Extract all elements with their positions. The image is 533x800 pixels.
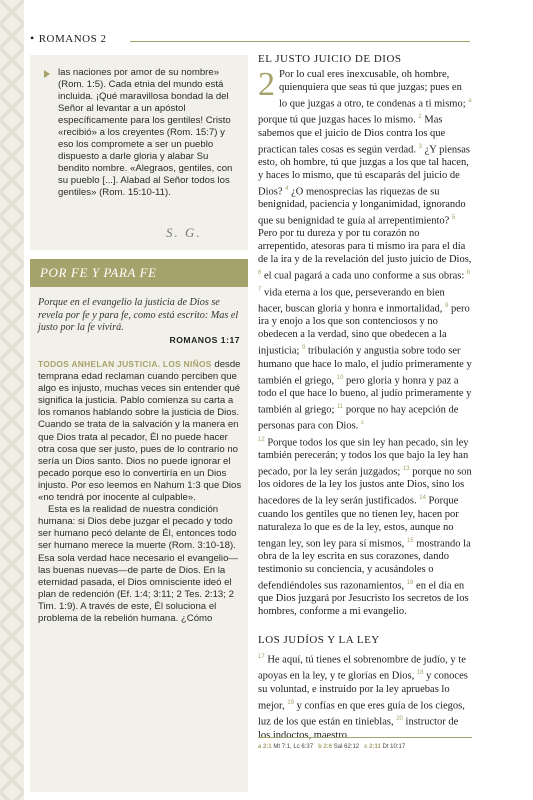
- scripture-text-1: [258, 66, 472, 619]
- verse-14: Porque cuando los gentiles que no tienen ley, hacen por naturaleza lo que es de la ley, estos, aunque no tengan ley, son ley para sí mismos,: [258, 495, 459, 549]
- verse-1b: porque tú que juzgas haces lo mismo.: [258, 114, 416, 126]
- verse-20: instructor de los indoctos, maestro: [258, 716, 459, 741]
- verse-4: ¿O menosprecias las riquezas de su benignidad, paciencia y longanimidad, ignorando que su benignidad te guía al arrepentimiento?: [258, 186, 466, 227]
- author-initials: S. G.: [166, 225, 202, 240]
- verse-8: pero ira y enojo a los que son contenciosos y no obedecen a la verdad, sino que obedecen a la injusticia;: [258, 303, 470, 357]
- verse-number-3: 3: [418, 143, 422, 150]
- verse-19: y confías en que eres guía de los ciegos, luz de los que están en tinieblas,: [258, 700, 465, 728]
- callout-reference: ROMANOS 1:17: [169, 335, 240, 345]
- footnote-mark-b: b: [466, 270, 471, 277]
- verse-number-17: 17: [258, 654, 265, 660]
- verse-9: tribulación y angustia sobre todo ser humano que hace lo malo, el judío primeramente y también el griego,: [258, 345, 472, 387]
- footnote-b-ref: Sal 62:12: [333, 744, 360, 750]
- decorative-side-pattern: [0, 0, 24, 800]
- verse-number-15: 15: [406, 537, 414, 544]
- verse-10: pero gloria y honra y paz a todo el que hace lo bueno, al judío primeramente y también al griego;: [258, 375, 472, 416]
- running-header: [30, 31, 470, 46]
- footnote-rule: [258, 737, 472, 738]
- verse-number-20: 20: [396, 716, 403, 723]
- footnote-c-key: c 2:11: [364, 744, 381, 750]
- verse-7: vida eterna a los que, perseverando en bien hacer, buscan gloria y honra e inmortalidad,: [258, 287, 445, 315]
- verse-16: en el día en que Dios juzgará por Jesucristo los secretos de los hombres, conforme a mi evangelio.: [258, 580, 469, 618]
- verse-number-8: 8: [445, 303, 449, 309]
- chapter-number: 2: [258, 66, 275, 103]
- verse-number-4: 4: [285, 185, 289, 192]
- callout-body: [38, 358, 244, 625]
- continuation-triangle-icon: [44, 70, 50, 78]
- verse-3: ¿Y piensas esto, oh hombre, tú que juzgas a los que tal hacen, y haces lo mismo, que tú escaparás del juicio de Dios?: [258, 144, 471, 198]
- callout-title-bar: [30, 259, 248, 287]
- verse-15: mostrando la obra de la ley escrita en sus corazones, dando testimonio su conciencia, y acusándoles o defendiéndoles sus razonamientos,: [258, 538, 471, 592]
- verse-13: porque no son los oidores de la ley los justos ante Dios, sino los hacedores de la ley serán justificados.: [258, 466, 472, 507]
- footnote-c-ref: Dt 10:17: [382, 744, 406, 750]
- verse-number-16: 16: [406, 579, 414, 586]
- callout-lead: TODOS ANHELAN JUSTICIA. LOS NIÑOS: [38, 359, 212, 369]
- verse-number-2: 2: [418, 114, 422, 121]
- commentary-text: las naciones por amor de su nombre» (Rom. 1:5). Cada etnia del mundo está incluida. ¡Qué maravillosa bondad la del Señor al levantar a un apóstol específicamente para los gentiles! Cristo «recibió» a los creyentes (Rom. 15:7) y eso los compromete a ser un pueblo dispuesto a darle gloria y alabar Su bendito nombre. «Alegraos, gentiles, con su pueblo [...]. Alabad al Señor todos los gentiles» (Rom. 15:10-11).: [58, 67, 233, 198]
- verse-number-19: 19: [287, 699, 295, 706]
- verse-18: y conoces su voluntad, e instruido por la ley apruebas lo mejor,: [258, 670, 468, 712]
- footnote-b-key: b 2:6: [318, 744, 333, 750]
- callout-verse: Porque en el evangelio la justicia de Dios se revela por fe y para fe, como está escrito: Mas el justo por la fe vivirá.: [38, 297, 239, 333]
- verse-6: el cual pagará a cada uno conforme a sus obras:: [263, 270, 465, 282]
- footnote-a-ref: Mt 7:1, Lc 6:37: [273, 744, 314, 750]
- verse-12: Porque todos los que sin ley han pecado, sin ley también perecerán; y todos los que bajo la ley han pecado, por la ley serán juzgados;: [258, 437, 469, 478]
- verse-number-18: 18: [416, 670, 424, 677]
- footnotes: [258, 744, 472, 750]
- callout-paragraph-2: Esta es la realidad de nuestra condición humana: si Dios debe juzgar el pecado y todo ser humano pecó delante de Él, entonces todo ser humano merece la muerte (Rom. 3:10-18). Esa sola verdad hace necesario el evangelio—las buenas nuevas—de parte de Dios. En la eternidad pasada, el Dios omnisciente ideó el plan de redención (Ef. 1:4; 3:11; 2 Tes. 2:13; 2 Tim. 1:9). A través de este, Él soluciona el problema de la rebelión humana. ¿Cómo: [38, 504, 238, 624]
- header-bullet: •: [30, 31, 35, 45]
- header-title: ROMANOS 2: [38, 33, 107, 45]
- verse-2: Mas sabemos que el juicio de Dios contra los que practican tales cosas es según verdad.: [258, 114, 446, 156]
- verse-number-7: 7: [258, 286, 262, 293]
- verse-number-12: 12: [258, 436, 265, 443]
- verse-number-11: 11: [337, 403, 344, 410]
- verse-number-9: 9: [302, 345, 306, 352]
- footnote-mark-a: a: [468, 97, 472, 104]
- verse-number-5: 5: [451, 215, 456, 222]
- footnote-mark-c: c: [360, 420, 364, 427]
- callout-box: [30, 287, 248, 792]
- header-rule: [130, 41, 470, 42]
- callout-title: POR FE Y PARA FE: [40, 265, 157, 280]
- verse-5: Pero por tu dureza y por tu corazón no arrepentido, atesoras para ti mismo ira para el día de la ira y de la revelación del justo juicio de Dios,: [258, 228, 472, 266]
- section-title-justo-juicio: EL JUSTO JUICIO DE DIOS: [258, 53, 402, 65]
- verse-11: porque no hay acepción de personas para con Dios.: [258, 404, 459, 432]
- section-title-judios-ley: LOS JUDÍOS Y LA LEY: [258, 634, 380, 646]
- verse-17: He aquí, tú tienes el sobrenombre de judío, y te apoyas en la ley, y te glorías en Dios,: [258, 654, 466, 682]
- footnote-a-key: a 2:1: [258, 744, 272, 750]
- verse-number-10: 10: [336, 374, 344, 381]
- verse-1: Por lo cual eres inexcusable, oh hombre, quienquiera que seas tú que juzgas; pues en lo que juzgas a otro, te condenas a ti mismo;: [279, 69, 466, 110]
- verse-number-6: 6: [258, 270, 262, 277]
- scripture-text-2: [258, 651, 472, 742]
- verse-number-14: 14: [419, 495, 426, 502]
- callout-paragraph-1: desde temprana edad reclaman cuando perciben que algo es injusto, muchas veces sin entender qué significa la justicia. Pablo comienza su carta a los romanos hablando sobre la justicia de Dios. Cuando se trata de la salvación y la manera en que Dios trata al pecador, Él no puede hacer otra cosa que ser justo, pues de lo contrario no sería un Dios santo. Dios no puede ignorar el pecado porque eso lo convertiría en un Dios injusto. Por eso leemos en Nahum 1:3 que Dios «no tendrá por inocente al culpable».: [38, 359, 242, 504]
- commentary-box-top: [30, 55, 248, 250]
- verse-number-13: 13: [402, 465, 410, 472]
